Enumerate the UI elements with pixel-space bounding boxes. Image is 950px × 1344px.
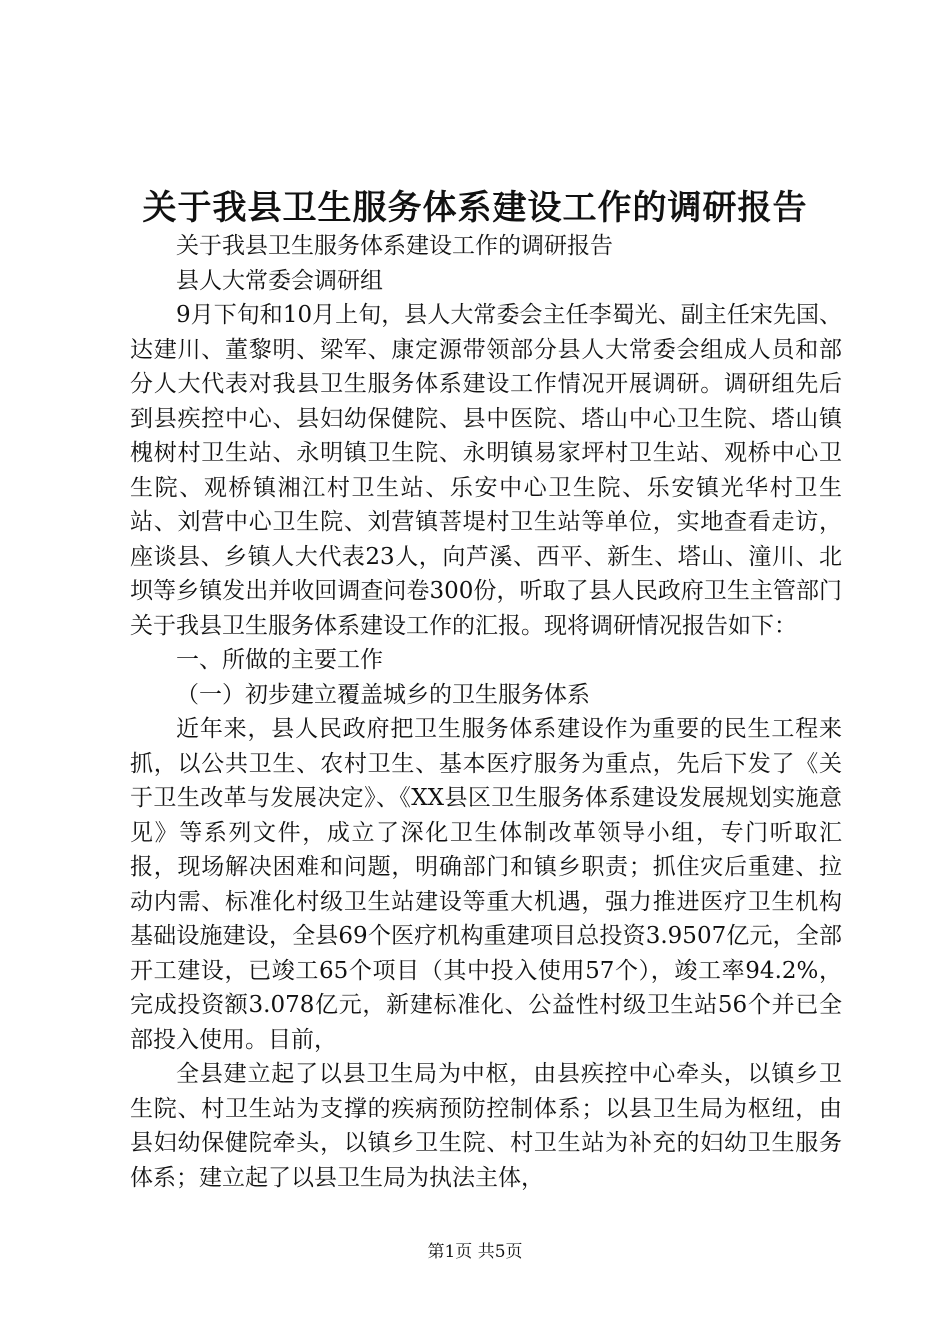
section-heading: 一、所做的主要工作 — [176, 647, 383, 673]
paragraph-continuation: 全县建立起了以县卫生局为中枢，由县疾控中心牵头，以镇乡卫生院、村卫生站为支撑的疾病预防控制体系；以县卫生局为枢纽，由县妇幼保健院牵头，以镇乡卫生院、村卫生站为补充的妇幼卫生服务体系；建立起了以县卫生局为执法主体， — [130, 1061, 842, 1191]
page-number-footer: 第1页 共5页 — [427, 1242, 523, 1262]
document-body — [130, 229, 842, 1195]
document-title: 关于我县卫生服务体系建设工作的调研报告 — [142, 188, 808, 228]
subsection-heading: （一）初步建立覆盖城乡的卫生服务体系 — [176, 681, 590, 708]
document-author: 县人大常委会调研组 — [176, 267, 383, 294]
paragraph-intro: 9月下旬和10月上旬，县人大常委会主任李蜀光、副主任宋先国、达建川、董黎明、梁军、康定源带领部分县人大常委会组成人员和部分人大代表对我县卫生服务体系建设工作情况开展调研。调研组先后到县疾控中心、县妇幼保健院、县中医院、塔山中心卫生院、塔山镇槐树村卫生站、永明镇卫生院、永明镇易家坪村卫生站、观桥中心卫生院、观桥镇湘江村卫生站、乐安中心卫生院、乐安镇光华村卫生站、刘营中心卫生院、刘营镇菩堤村卫生站等单位，实地查看走访，座谈县、乡镇人大代表23人，向芦溪、西平、新生、塔山、潼川、北坝等乡镇发出并收回调查问卷300份，听取了县人民政府卫生主管部门关于我县卫生服务体系建设工作的汇报。现将调研情况报告如下： — [130, 302, 842, 639]
paragraph-body: 近年来，县人民政府把卫生服务体系建设作为重要的民生工程来抓，以公共卫生、农村卫生、基本医疗服务为重点，先后下发了《关于卫生改革与发展决定》、《XX县区卫生服务体系建设发展规划实施意见》等系列文件，成立了深化卫生体制改革领导小组，专门听取汇报，现场解决困难和问题，明确部门和镇乡职责；抓住灾后重建、拉动内需、标准化村级卫生站建设等重大机遇，强力推进医疗卫生机构基础设施建设，全县69个医疗机构重建项目总投资3.9507亿元，全部开工建设，已竣工65个项目（其中投入使用57个），竣工率94.2%，完成投资额3.078亿元，新建标准化、公益性村级卫生站56个并已全部投入使用。目前， — [130, 716, 842, 1053]
document-subtitle: 关于我县卫生服务体系建设工作的调研报告 — [176, 233, 613, 259]
